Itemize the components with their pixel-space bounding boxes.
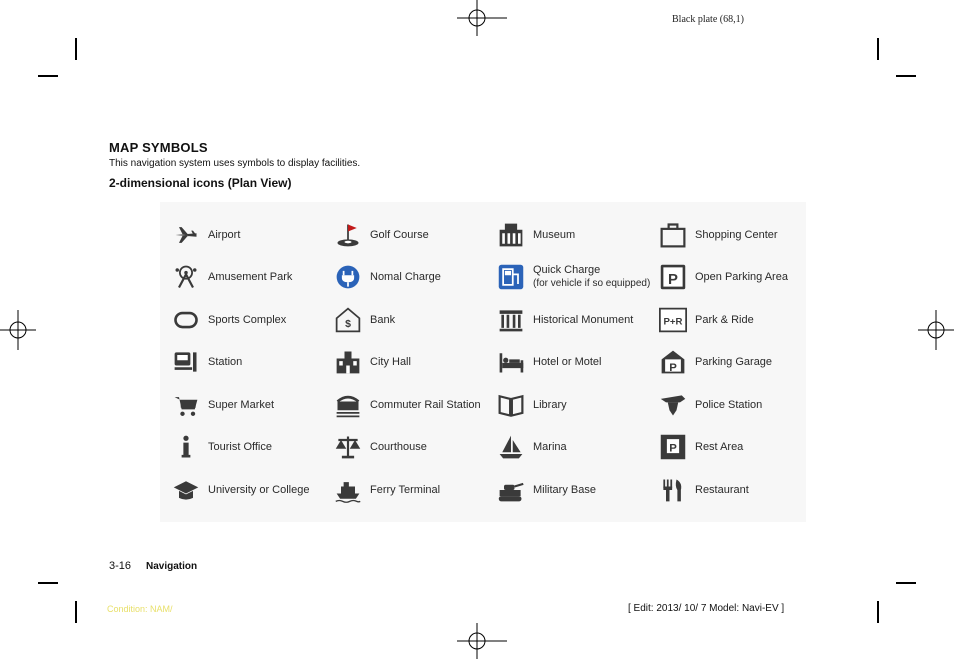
symbol-item bbox=[170, 217, 240, 253]
crop-mark bbox=[896, 582, 916, 584]
ferry-icon bbox=[332, 474, 364, 506]
symbol-label bbox=[208, 484, 309, 497]
crop-mark bbox=[38, 75, 58, 77]
crop-mark bbox=[896, 75, 916, 77]
symbol-label bbox=[533, 229, 575, 242]
info-icon bbox=[170, 431, 202, 463]
symbol-label-text: Rest Area bbox=[695, 440, 744, 453]
symbol-label-text: Quick Charge bbox=[533, 264, 601, 276]
symbol-label bbox=[370, 484, 440, 497]
symbol-label bbox=[695, 441, 743, 454]
shopping-cart-icon bbox=[170, 389, 202, 421]
symbol-item bbox=[657, 302, 754, 338]
symbol-item bbox=[495, 344, 601, 380]
rest-area-icon bbox=[657, 431, 689, 463]
bed-icon bbox=[495, 346, 527, 378]
symbol-item bbox=[170, 302, 286, 338]
symbol-item bbox=[657, 259, 788, 295]
symbol-label-text: Restaurant bbox=[695, 483, 749, 496]
symbol-item bbox=[332, 387, 481, 423]
symbol-label-text: Open Parking Area bbox=[695, 270, 788, 283]
graduation-cap-icon bbox=[170, 474, 202, 506]
symbol-item bbox=[657, 217, 778, 253]
symbol-item bbox=[332, 302, 395, 338]
symbol-label bbox=[695, 484, 749, 497]
symbol-item bbox=[495, 429, 567, 465]
symbol-label bbox=[370, 441, 427, 454]
crop-mark bbox=[877, 38, 879, 60]
page-title: MAP SYMBOLS bbox=[109, 140, 208, 155]
airplane-icon bbox=[170, 219, 202, 251]
symbol-label-text: Bank bbox=[370, 313, 396, 326]
symbol-item bbox=[657, 472, 749, 508]
amusement-park-icon bbox=[170, 261, 202, 293]
symbol-label bbox=[370, 356, 411, 369]
symbol-item bbox=[170, 344, 242, 380]
symbol-label-text: Nomal Charge bbox=[370, 270, 441, 283]
symbol-label bbox=[370, 399, 481, 412]
symbol-item bbox=[657, 344, 772, 380]
symbol-label bbox=[208, 229, 240, 242]
restaurant-icon bbox=[657, 474, 689, 506]
symbol-label-text: Amusement Park bbox=[208, 270, 293, 283]
symbol-item bbox=[170, 259, 292, 295]
symbol-item bbox=[332, 429, 427, 465]
symbol-label-text: Courthouse bbox=[370, 440, 427, 453]
registration-mark-top bbox=[457, 0, 497, 38]
symbol-item bbox=[495, 217, 575, 253]
symbol-label bbox=[695, 399, 762, 412]
symbol-label-text: Library bbox=[533, 398, 567, 411]
symbol-label-text: Shopping Center bbox=[695, 228, 778, 241]
symbol-label bbox=[533, 441, 567, 454]
symbol-label bbox=[208, 271, 292, 284]
symbol-label bbox=[533, 399, 567, 412]
symbol-item bbox=[332, 344, 411, 380]
symbol-label-text: Police Station bbox=[695, 398, 763, 411]
charge-plug-icon bbox=[332, 261, 364, 293]
bank-icon bbox=[332, 304, 364, 336]
symbol-label-text: Parking Garage bbox=[695, 355, 773, 368]
symbol-item bbox=[495, 302, 633, 338]
shopping-bag-icon bbox=[657, 219, 689, 251]
sailboat-icon bbox=[495, 431, 527, 463]
symbol-label-text: Park & Ride bbox=[695, 313, 754, 326]
symbol-label-text: Historical Monument bbox=[533, 313, 634, 326]
museum-icon bbox=[495, 219, 527, 251]
plate-label: Black plate (68,1) bbox=[672, 14, 744, 25]
symbol-item bbox=[170, 472, 309, 508]
golf-flag-icon bbox=[332, 219, 364, 251]
symbol-item bbox=[495, 259, 650, 295]
crop-mark bbox=[877, 601, 879, 623]
symbol-label bbox=[208, 441, 272, 454]
symbol-label-text: Ferry Terminal bbox=[370, 483, 441, 496]
station-icon bbox=[170, 346, 202, 378]
symbol-label bbox=[695, 271, 788, 284]
svg-text:P: P bbox=[668, 272, 678, 288]
symbol-label bbox=[370, 229, 429, 242]
registration-mark-left bbox=[0, 310, 38, 350]
tank-icon bbox=[495, 474, 527, 506]
police-icon bbox=[657, 389, 689, 421]
symbol-label-text: Tourist Office bbox=[208, 440, 272, 453]
symbol-label-text: Military Base bbox=[533, 483, 596, 496]
intro-text: This navigation system uses symbols to display facilities. bbox=[109, 158, 361, 169]
park-ride-icon bbox=[657, 304, 689, 336]
symbol-label-text: Super Market bbox=[208, 398, 275, 411]
symbol-label-text: Golf Course bbox=[370, 228, 429, 241]
symbol-label-text: Hotel or Motel bbox=[533, 355, 602, 368]
scales-icon bbox=[332, 431, 364, 463]
symbol-item bbox=[332, 259, 441, 295]
symbol-label-text: City Hall bbox=[370, 355, 411, 368]
symbol-item bbox=[332, 217, 429, 253]
symbol-label bbox=[533, 356, 601, 369]
symbol-sublabel: (for vehicle if so equipped) bbox=[533, 278, 651, 289]
svg-text:P: P bbox=[669, 361, 677, 374]
symbol-item bbox=[495, 387, 567, 423]
symbol-label-text: University or College bbox=[208, 483, 310, 496]
quick-charge-icon bbox=[495, 261, 527, 293]
symbol-label bbox=[208, 356, 242, 369]
edit-info: [ Edit: 2013/ 10/ 7 Model: Navi-EV ] bbox=[628, 603, 785, 614]
symbol-item bbox=[657, 387, 762, 423]
crop-mark bbox=[75, 38, 77, 60]
section-subtitle: 2-dimensional icons (Plan View) bbox=[109, 176, 292, 190]
condition-label: Condition: NAM/ bbox=[107, 604, 173, 614]
sports-complex-icon bbox=[170, 304, 202, 336]
section-name: Navigation bbox=[146, 561, 198, 572]
symbol-label-text: Commuter Rail Station bbox=[370, 398, 481, 411]
symbol-label bbox=[695, 356, 772, 369]
svg-text:$: $ bbox=[345, 318, 351, 330]
symbol-label-text: Airport bbox=[208, 228, 241, 241]
symbol-label-text: Museum bbox=[533, 228, 576, 241]
registration-mark-right bbox=[916, 310, 954, 350]
symbol-label bbox=[695, 314, 754, 327]
symbol-item bbox=[495, 472, 596, 508]
symbol-label bbox=[695, 229, 778, 242]
symbol-label-text: Sports Complex bbox=[208, 313, 287, 326]
crop-mark bbox=[38, 582, 58, 584]
symbol-label-text: Marina bbox=[533, 440, 567, 453]
rail-station-icon bbox=[332, 389, 364, 421]
symbol-label bbox=[208, 314, 286, 327]
map-symbols-grid bbox=[160, 202, 806, 522]
symbol-label bbox=[208, 399, 274, 412]
symbol-item bbox=[332, 472, 440, 508]
symbol-item bbox=[657, 429, 743, 465]
parking-icon bbox=[657, 261, 689, 293]
registration-mark-bottom bbox=[457, 621, 497, 661]
book-icon bbox=[495, 389, 527, 421]
symbol-label-text: Station bbox=[208, 355, 243, 368]
symbol-label bbox=[533, 264, 650, 290]
symbol-item bbox=[170, 387, 274, 423]
parking-garage-icon bbox=[657, 346, 689, 378]
svg-text:P+R: P+R bbox=[663, 316, 683, 328]
svg-text:P: P bbox=[669, 442, 677, 455]
symbol-label bbox=[533, 314, 633, 327]
crop-mark bbox=[75, 601, 77, 623]
page-number: 3-16 bbox=[109, 560, 132, 572]
symbol-label bbox=[370, 314, 395, 327]
monument-icon bbox=[495, 304, 527, 336]
symbol-item bbox=[170, 429, 272, 465]
symbol-label bbox=[370, 271, 441, 284]
city-hall-icon bbox=[332, 346, 364, 378]
symbol-label bbox=[533, 484, 596, 497]
